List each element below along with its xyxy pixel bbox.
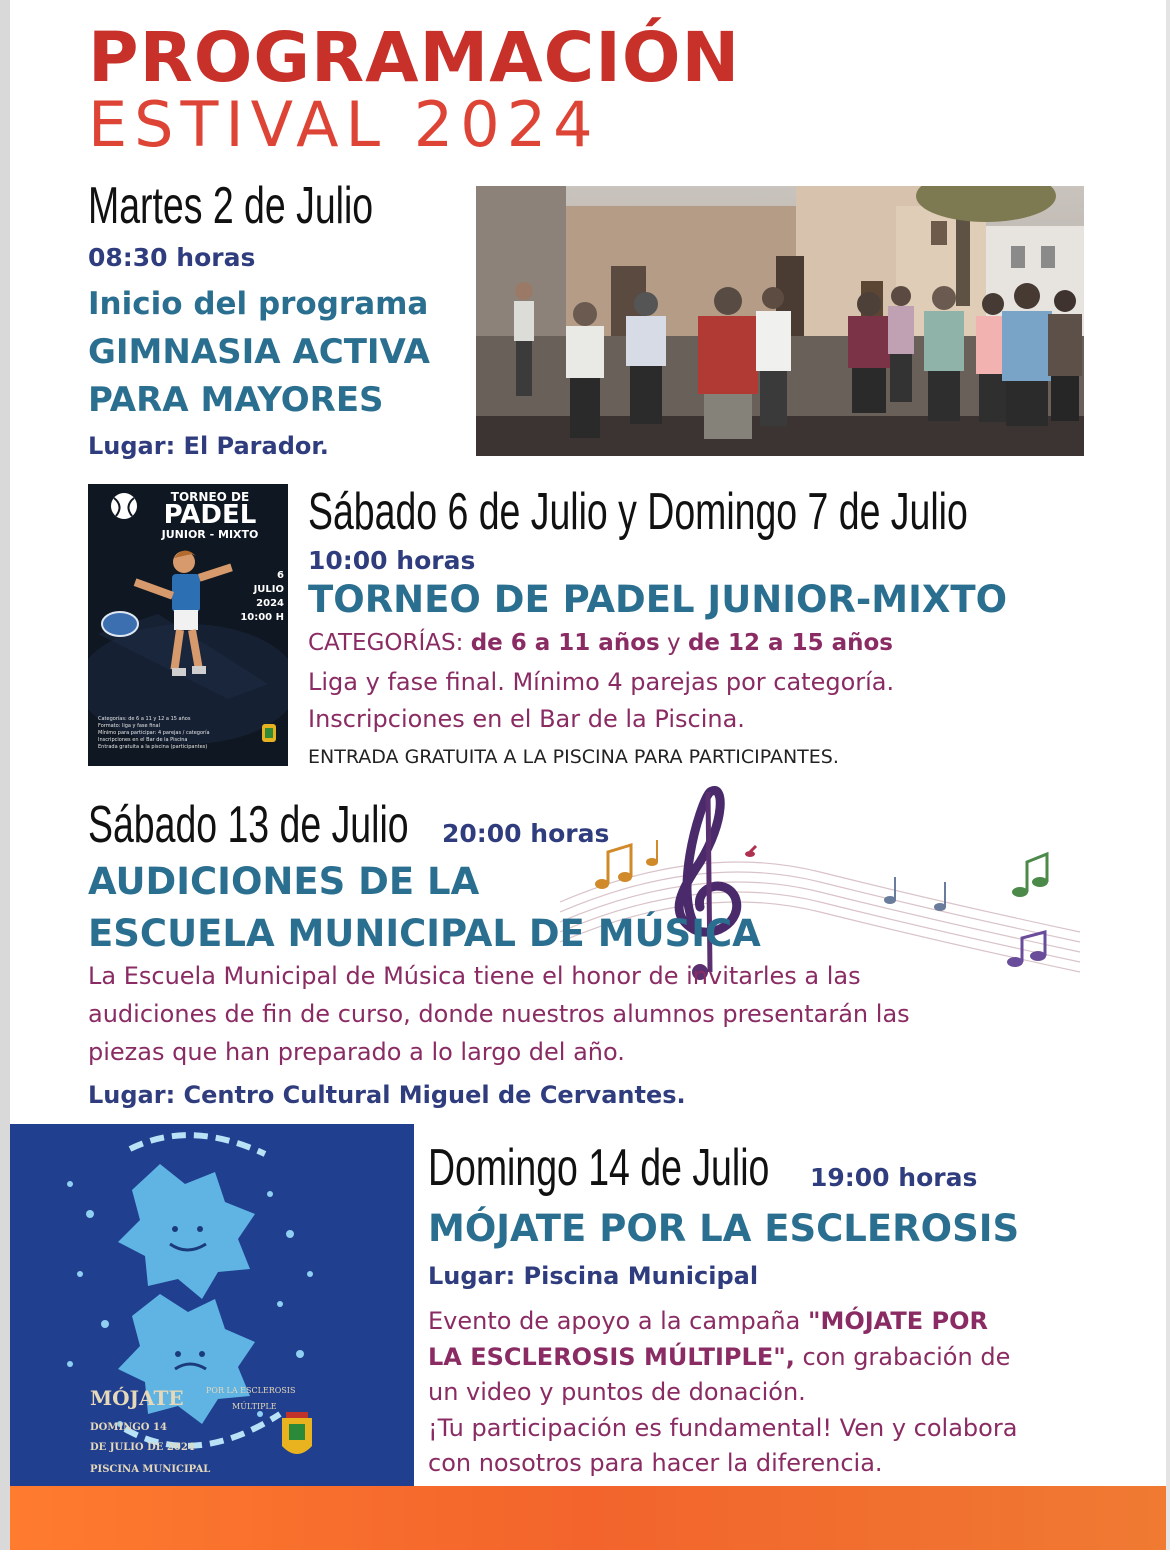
mojate-poster-tag2: MÚLTIPLE: [232, 1402, 277, 1411]
event1-time: 08:30 horas: [88, 243, 256, 272]
event4-body5: con nosotros para hacer la diferencia.: [428, 1449, 883, 1477]
event4-place: Lugar: Piscina Municipal: [428, 1262, 759, 1290]
page-left-edge: [0, 0, 10, 1550]
padel-poster-date2: JULIO: [253, 584, 284, 595]
event4-title: MÓJATE POR LA ESCLEROSIS: [428, 1207, 1020, 1250]
event4-date: Domingo 14 de Julio: [428, 1139, 770, 1197]
event3-place: Lugar: Centro Cultural Miguel de Cervantes.: [88, 1081, 686, 1109]
padel-poster-fineprint: Categorías: de 6 a 11 y 12 a 15 años Formato: liga y fase final Mínimo para participar: 4 parejas / categoría Inscripciones en el Bar de la Piscina Entrada gratuita a la piscina (participantes): [98, 716, 210, 750]
event1-line1: Inicio del programa: [88, 286, 429, 322]
event4-body2: LA ESCLEROSIS MÚLTIPLE", con grabación de: [428, 1343, 1011, 1371]
event1-place: Lugar: El Parador.: [88, 432, 329, 460]
event2-detail1: Liga y fase final. Mínimo 4 parejas por categoría.: [308, 668, 895, 696]
event3-body3: piezas que han preparado a lo largo del año.: [88, 1038, 625, 1066]
padel-poster-date3: 2024: [256, 598, 284, 609]
event4-body3: un video y puntos de donación.: [428, 1378, 806, 1406]
page-subtitle: ESTIVAL 2024: [88, 88, 600, 161]
event1-line2: GIMNASIA ACTIVA: [88, 332, 430, 372]
event3-title2: ESCUELA MUNICIPAL DE MÚSICA: [88, 912, 761, 955]
exercise-group-photo: [476, 186, 1084, 456]
event3-body1: La Escuela Municipal de Música tiene el honor de invitarles a las: [88, 962, 861, 990]
event2-detail2: Inscripciones en el Bar de la Piscina.: [308, 705, 745, 733]
padel-poster-title3: JUNIOR - MIXTO: [161, 528, 259, 541]
event4-time: 19:00 horas: [810, 1163, 978, 1192]
event2-title: TORNEO DE PADEL JUNIOR-MIXTO: [308, 578, 1008, 621]
padel-poster-title1: TORNEO DE: [170, 490, 250, 504]
event2-time: 10:00 horas: [308, 546, 476, 575]
event3-title1: AUDICIONES DE LA: [88, 860, 480, 903]
event2-note: ENTRADA GRATUITA A LA PISCINA PARA PARTICIPANTES.: [308, 746, 839, 768]
padel-tournament-poster: [88, 484, 288, 766]
event3-time: 20:00 horas: [442, 819, 610, 848]
padel-poster-date1: 6: [277, 570, 284, 581]
page-right-edge: [1166, 0, 1170, 1550]
footer-orange-bar: [10, 1486, 1166, 1550]
event3-date: Sábado 13 de Julio: [88, 796, 409, 854]
event2-categories: CATEGORÍAS: de 6 a 11 años y de 12 a 15 años: [308, 630, 893, 656]
event2-date: Sábado 6 de Julio y Domingo 7 de Julio: [308, 483, 968, 541]
page-title: PROGRAMACIÓN: [88, 18, 741, 98]
padel-poster-title2: PADEL: [163, 500, 257, 530]
event1-date: Martes 2 de Julio: [88, 177, 374, 235]
mojate-poster-info2: DE JULIO DE 2024: [90, 1442, 195, 1453]
mojate-poster-info1: DOMINGO 14: [90, 1422, 167, 1433]
event3-body2: audiciones de fin de curso, donde nuestros alumnos presentarán las: [88, 1000, 910, 1028]
event1-line3: PARA MAYORES: [88, 380, 384, 420]
mojate-campaign-poster: [10, 1124, 414, 1486]
mojate-poster-tag1: POR LA ESCLEROSIS: [206, 1386, 296, 1395]
padel-poster-date4: 10:00 H: [240, 612, 284, 623]
event4-body4: ¡Tu participación es fundamental! Ven y colabora: [428, 1414, 1018, 1442]
event4-body1: Evento de apoyo a la campaña "MÓJATE POR: [428, 1307, 988, 1335]
mojate-poster-brand: MÓJATE: [90, 1386, 184, 1410]
mojate-poster-info3: PISCINA MUNICIPAL: [90, 1464, 211, 1475]
